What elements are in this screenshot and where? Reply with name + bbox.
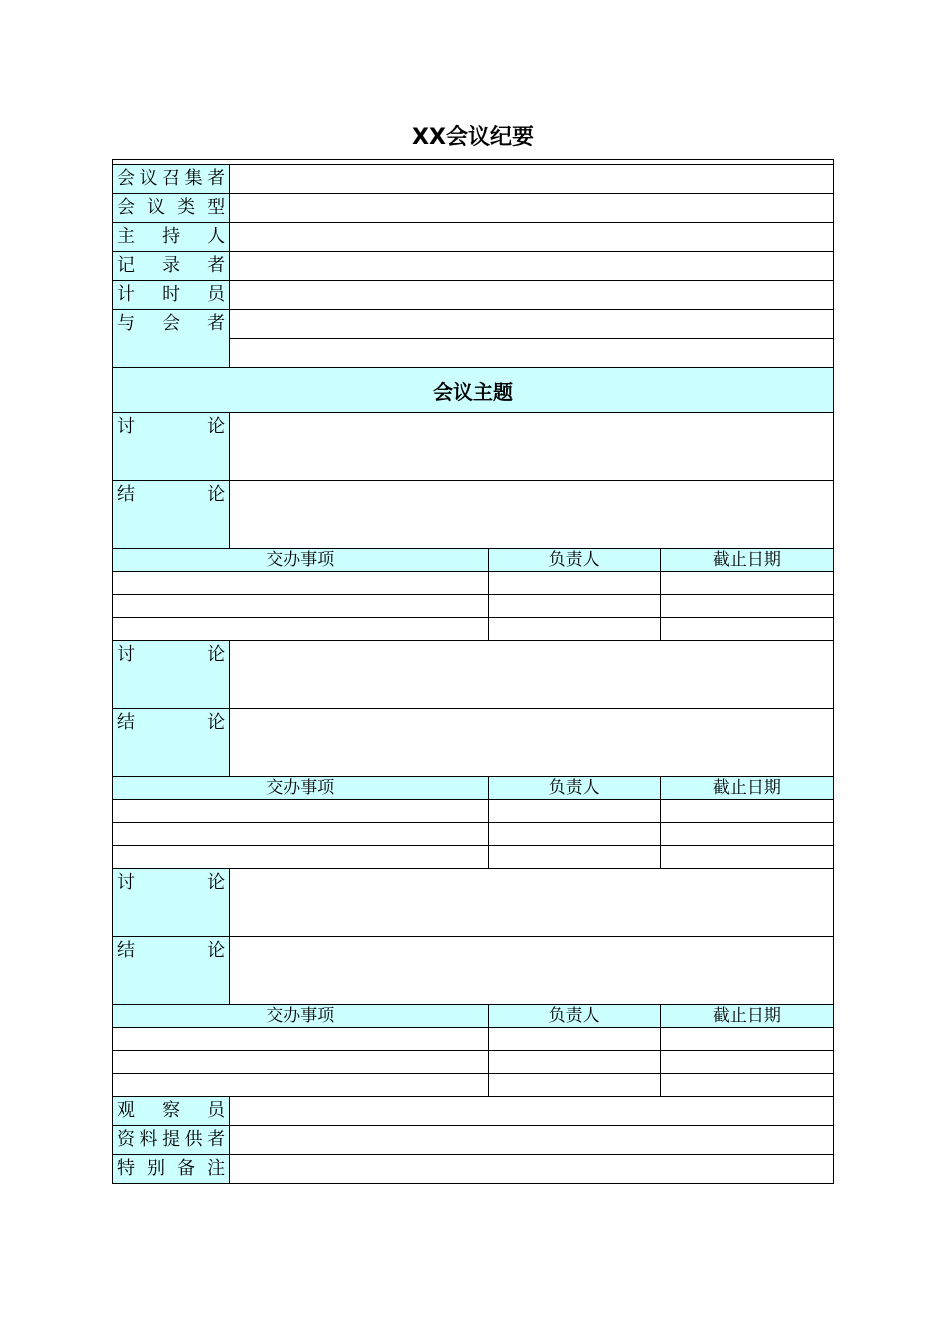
label-char: 时 xyxy=(162,284,181,305)
table-row xyxy=(113,595,834,618)
table-row xyxy=(113,223,834,252)
task-item-cell[interactable] xyxy=(113,800,489,823)
label-char: 类 xyxy=(177,197,196,218)
label-char: 结 xyxy=(117,484,135,505)
table-row xyxy=(113,641,834,709)
label-char: 议 xyxy=(147,197,166,218)
attendees-label xyxy=(113,310,230,368)
task-deadline-header: 截止日期 xyxy=(660,1005,833,1028)
task-owner-cell[interactable] xyxy=(488,823,660,846)
discussion-value[interactable] xyxy=(230,413,834,481)
label-char: 讨 xyxy=(117,872,135,893)
task-owner-header: 负责人 xyxy=(488,549,660,572)
task-item-cell[interactable] xyxy=(113,823,489,846)
task-deadline-cell[interactable] xyxy=(660,800,833,823)
task-item-header: 交办事项 xyxy=(113,777,489,800)
table-row xyxy=(113,846,834,869)
conclusion-label xyxy=(113,937,230,1005)
task-owner-cell[interactable] xyxy=(488,1051,660,1074)
label-char: 结 xyxy=(117,940,135,961)
label-char: 计 xyxy=(117,284,135,305)
task-owner-cell[interactable] xyxy=(488,800,660,823)
label-char: 资 xyxy=(117,1129,135,1150)
task-owner-cell[interactable] xyxy=(488,1074,660,1097)
field-label xyxy=(113,1097,230,1126)
table-row xyxy=(113,937,834,1005)
task-owner-cell[interactable] xyxy=(488,572,660,595)
field-value[interactable] xyxy=(230,1097,834,1126)
table-row xyxy=(113,281,834,310)
task-owner-header: 负责人 xyxy=(488,777,660,800)
table-row xyxy=(113,368,834,413)
field-label xyxy=(113,281,230,310)
table-row xyxy=(113,823,834,846)
task-item-header: 交办事项 xyxy=(113,549,489,572)
label-char: 注 xyxy=(207,1158,226,1179)
label-char: 别 xyxy=(147,1158,166,1179)
field-value[interactable] xyxy=(230,1126,834,1155)
label-char: 论 xyxy=(207,416,226,437)
discussion-value[interactable] xyxy=(230,869,834,937)
label-char: 供 xyxy=(184,1129,203,1150)
label-char: 与 xyxy=(117,313,135,334)
task-deadline-cell[interactable] xyxy=(660,823,833,846)
label-char: 召 xyxy=(162,168,181,189)
label-char: 会 xyxy=(117,168,135,189)
table-row xyxy=(113,1126,834,1155)
label-char: 观 xyxy=(117,1100,135,1121)
label-char: 结 xyxy=(117,712,135,733)
table-row xyxy=(113,252,834,281)
table-row xyxy=(113,165,834,194)
page-title: XX会议纪要 xyxy=(412,125,534,150)
task-deadline-cell[interactable] xyxy=(660,618,833,641)
label-char: 者 xyxy=(207,168,226,189)
discussion-label xyxy=(113,641,230,709)
table-row xyxy=(113,1051,834,1074)
label-char: 论 xyxy=(207,644,226,665)
label-char: 讨 xyxy=(117,644,135,665)
task-item-cell[interactable] xyxy=(113,1051,489,1074)
field-label xyxy=(113,165,230,194)
task-deadline-header: 截止日期 xyxy=(660,549,833,572)
field-value[interactable] xyxy=(230,281,834,310)
label-char: 论 xyxy=(207,712,226,733)
conclusion-label xyxy=(113,481,230,549)
task-owner-cell[interactable] xyxy=(488,618,660,641)
label-char: 备 xyxy=(177,1158,196,1179)
minutes-table xyxy=(112,164,834,1184)
label-char: 会 xyxy=(162,313,181,334)
label-char: 议 xyxy=(139,168,158,189)
table-row xyxy=(113,1155,834,1184)
label-char: 者 xyxy=(207,255,226,276)
field-label xyxy=(113,194,230,223)
label-char: 料 xyxy=(139,1129,158,1150)
task-item-cell[interactable] xyxy=(113,572,489,595)
task-deadline-cell[interactable] xyxy=(660,572,833,595)
field-label xyxy=(113,1155,230,1184)
discussion-label xyxy=(113,413,230,481)
label-char: 提 xyxy=(162,1129,181,1150)
label-char: 察 xyxy=(162,1100,181,1121)
table-row xyxy=(113,481,834,549)
task-item-cell[interactable] xyxy=(113,595,489,618)
label-char: 人 xyxy=(207,226,226,247)
label-char: 集 xyxy=(184,168,203,189)
task-deadline-cell[interactable] xyxy=(660,1028,833,1051)
table-row xyxy=(113,1074,834,1097)
table-row xyxy=(113,1097,834,1126)
task-deadline-cell[interactable] xyxy=(660,1074,833,1097)
attendees-value[interactable] xyxy=(230,310,834,339)
label-char: 者 xyxy=(207,1129,226,1150)
table-row xyxy=(113,1028,834,1051)
field-value[interactable] xyxy=(230,165,834,194)
label-char: 论 xyxy=(207,484,226,505)
table-row xyxy=(113,549,834,572)
task-item-cell[interactable] xyxy=(113,618,489,641)
label-char: 持 xyxy=(162,226,181,247)
conclusion-value[interactable] xyxy=(230,481,834,549)
table-row xyxy=(113,709,834,777)
field-value[interactable] xyxy=(230,223,834,252)
label-char: 会 xyxy=(117,197,135,218)
task-owner-header: 负责人 xyxy=(488,1005,660,1028)
table-row xyxy=(113,413,834,481)
task-owner-cell[interactable] xyxy=(488,595,660,618)
label-char: 员 xyxy=(207,284,226,305)
conclusion-label xyxy=(113,709,230,777)
table-row xyxy=(113,618,834,641)
label-char: 员 xyxy=(207,1100,226,1121)
label-char: 论 xyxy=(207,872,226,893)
field-value[interactable] xyxy=(230,1155,834,1184)
field-label xyxy=(113,223,230,252)
table-row xyxy=(113,310,834,339)
label-char: 记 xyxy=(117,255,135,276)
task-owner-cell[interactable] xyxy=(488,846,660,869)
task-deadline-cell[interactable] xyxy=(660,846,833,869)
task-deadline-cell[interactable] xyxy=(660,595,833,618)
task-deadline-header: 截止日期 xyxy=(660,777,833,800)
label-char: 特 xyxy=(117,1158,135,1179)
conclusion-value[interactable] xyxy=(230,709,834,777)
label-char: 讨 xyxy=(117,416,135,437)
topic-heading: 会议主题 xyxy=(113,368,834,413)
task-owner-cell[interactable] xyxy=(488,1028,660,1051)
label-char: 者 xyxy=(207,313,226,334)
table-row xyxy=(113,800,834,823)
conclusion-value[interactable] xyxy=(230,937,834,1005)
task-deadline-cell[interactable] xyxy=(660,1051,833,1074)
table-row xyxy=(113,194,834,223)
attendees-value[interactable] xyxy=(230,339,834,368)
field-label xyxy=(113,1126,230,1155)
task-item-cell[interactable] xyxy=(113,846,489,869)
task-item-cell[interactable] xyxy=(113,1074,489,1097)
label-char: 型 xyxy=(207,197,226,218)
table-row xyxy=(113,869,834,937)
label-char: 录 xyxy=(162,255,181,276)
discussion-value[interactable] xyxy=(230,641,834,709)
task-item-header: 交办事项 xyxy=(113,1005,489,1028)
field-label xyxy=(113,252,230,281)
table-row xyxy=(113,572,834,595)
field-value[interactable] xyxy=(230,252,834,281)
discussion-label xyxy=(113,869,230,937)
table-row xyxy=(113,1005,834,1028)
label-char: 论 xyxy=(207,940,226,961)
label-char: 主 xyxy=(117,226,135,247)
field-value[interactable] xyxy=(230,194,834,223)
minutes-form xyxy=(112,159,834,1184)
table-row xyxy=(113,777,834,800)
task-item-cell[interactable] xyxy=(113,1028,489,1051)
